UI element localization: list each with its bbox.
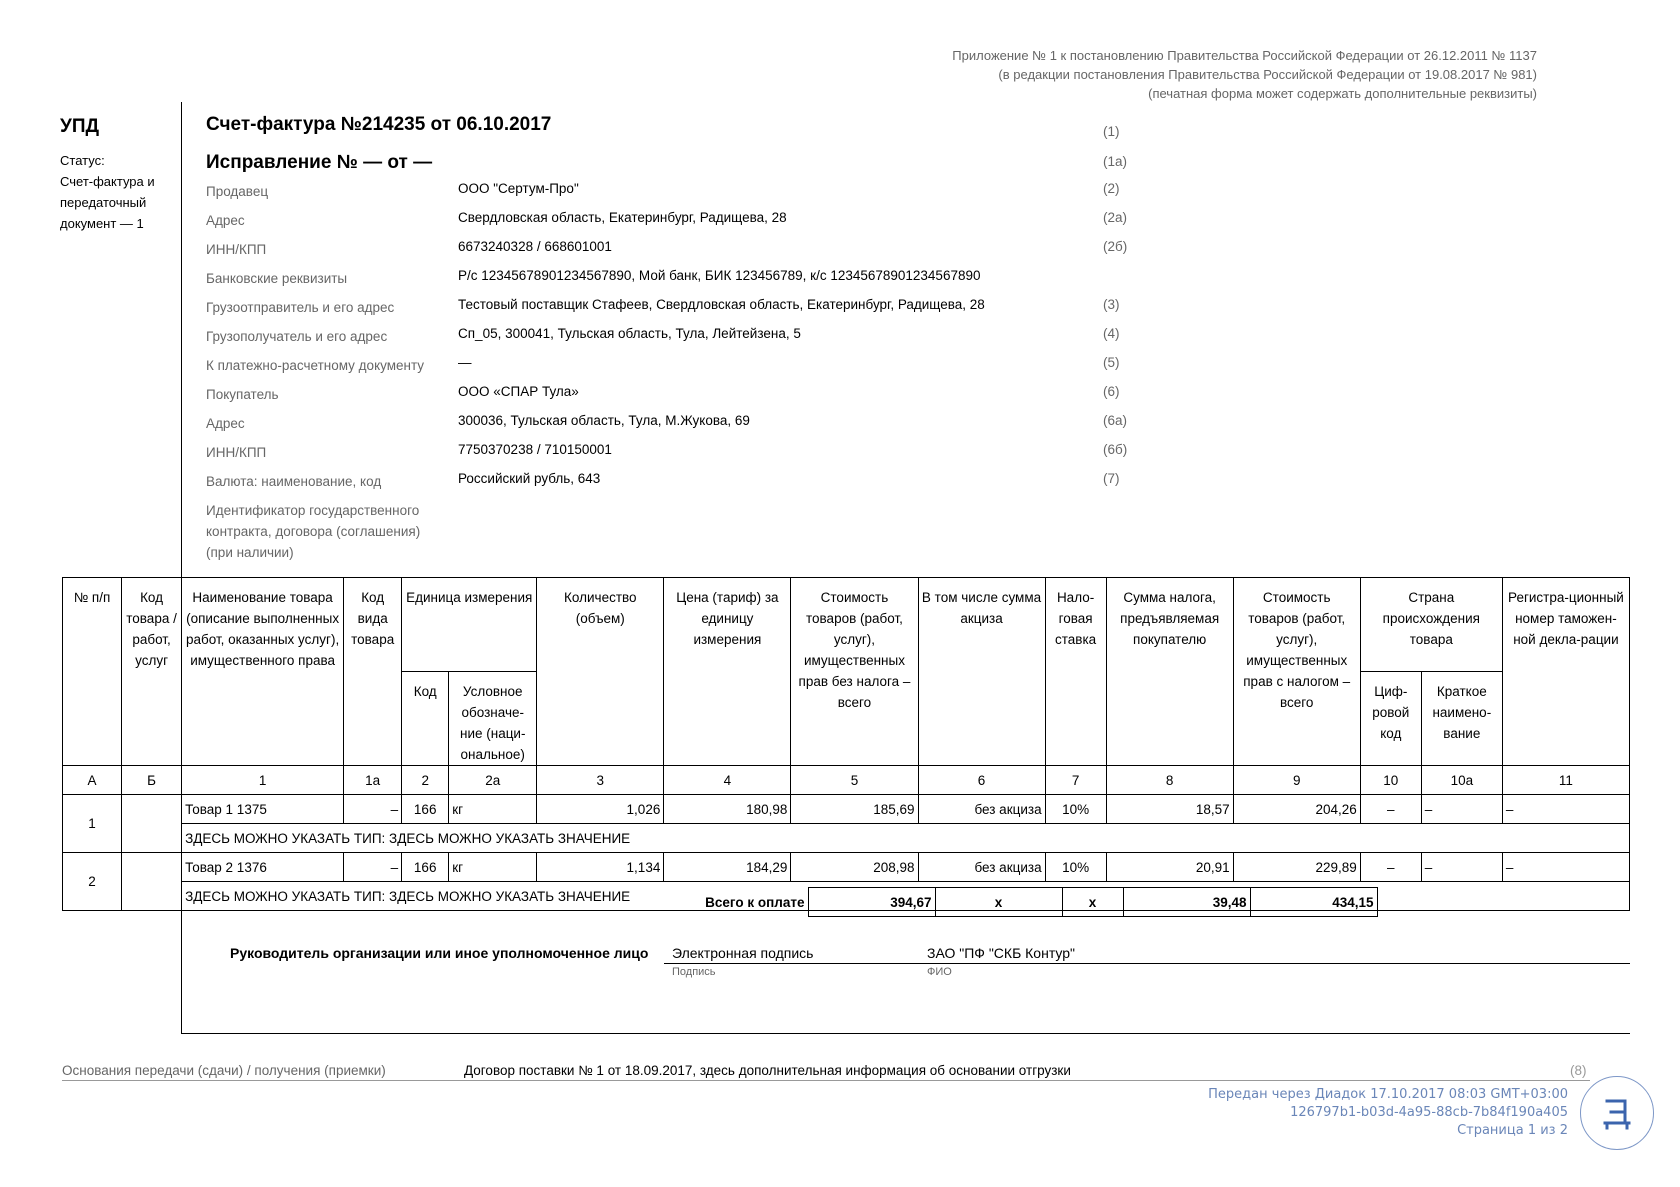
col-number: 2а <box>449 766 537 795</box>
col-number: 7 <box>1045 766 1106 795</box>
field-label-buyer: Покупатель <box>206 387 279 402</box>
th-decl: Регистра-ционный номер таможен-ной декла-рации <box>1502 578 1629 766</box>
field-code-shipper: (3) <box>1103 297 1120 312</box>
field-label-bank: Банковские реквизиты <box>206 271 348 286</box>
cell-cost: 208,98 <box>791 853 918 882</box>
column-numbers-row <box>63 766 1630 795</box>
cell-rate: 10% <box>1045 795 1106 824</box>
col-number: 4 <box>664 766 791 795</box>
cell-kind: – <box>344 795 402 824</box>
totals-cost: 394,67 <box>808 888 935 917</box>
field-label-seller: Продавец <box>206 184 269 199</box>
status-line1: Счет-фактура и <box>60 174 155 189</box>
signer-name-sub-label: ФИО <box>927 966 952 978</box>
field-value-buyer-address: 300036, Тульская область, Тула, М.Жукова, 69 <box>458 413 750 428</box>
cell-name: Товар 2 1376 <box>182 853 344 882</box>
col-number: 8 <box>1106 766 1233 795</box>
cell-num: 2 <box>63 853 122 911</box>
cell-excise: без акциза <box>918 853 1045 882</box>
th-country: Страна происхождения товара <box>1360 578 1502 672</box>
cell-note: ЗДЕСЬ МОЖНО УКАЗАТЬ ТИП: ЗДЕСЬ МОЖНО УКАЗАТЬ ЗНАЧЕНИЕ <box>182 882 1630 911</box>
cell-price: 180,98 <box>664 795 791 824</box>
form-reference <box>952 46 1537 103</box>
field-label-seller-address: Адрес <box>206 213 245 228</box>
cell-country-name: – <box>1421 853 1502 882</box>
section-bottom-line <box>181 1033 1630 1034</box>
totals-label: Всего к оплате <box>705 894 805 910</box>
th-kind: Код вида товара <box>344 578 402 766</box>
form-reference-line2: (в редакции постановления Правительства Российской Федерации от 19.08.2017 № 981) <box>998 67 1537 82</box>
field-value-seller-address: Свердловская область, Екатеринбург, Радищева, 28 <box>458 210 787 225</box>
cell-price: 184,29 <box>664 853 791 882</box>
th-name: Наименование товара (описание выполненных работ, оказанных услуг), имущественного права <box>182 578 344 766</box>
doc-status <box>60 150 170 234</box>
field-value-currency: Российский рубль, 643 <box>458 471 601 486</box>
field-label-seller-inn: ИНН/КПП <box>206 242 267 257</box>
cell-excise: без акциза <box>918 795 1045 824</box>
th-total: Стоимость товаров (работ, услуг), имущественных прав с налогом – всего <box>1233 578 1360 766</box>
cell-decl: – <box>1502 795 1629 824</box>
th-tax: Сумма налога, предъявляемая покупателю <box>1106 578 1233 766</box>
transfer-footer <box>1208 1086 1568 1140</box>
cell-code <box>122 795 182 853</box>
col-number: 10 <box>1360 766 1421 795</box>
field-code-buyer: (6) <box>1103 384 1120 399</box>
cell-cost: 185,69 <box>791 795 918 824</box>
th-rate: Нало-говая ставка <box>1045 578 1106 766</box>
th-num: № п/п <box>63 578 122 766</box>
gov-contract-line3: (при наличии) <box>206 545 294 560</box>
field-label-consignee: Грузополучатель и его адрес <box>206 329 388 344</box>
cell-country-code: – <box>1360 795 1421 824</box>
col-number: Б <box>122 766 182 795</box>
col-number: 2 <box>402 766 449 795</box>
field-value-buyer: ООО «СПАР Тула» <box>458 384 579 399</box>
totals-row <box>62 887 1378 917</box>
th-country-code: Циф-ровой код <box>1360 672 1421 766</box>
field-label-currency: Валюта: наименование, код <box>206 474 382 489</box>
basis-label: Основания передачи (сдачи) / получения (приемки) <box>62 1063 386 1078</box>
field-value-shipper: Тестовый поставщик Стафеев, Свердловская область, Екатеринбург, Радищева, 28 <box>458 297 985 312</box>
gov-contract-line2: контракта, договора (соглашения) <box>206 524 421 539</box>
col-number: 3 <box>537 766 664 795</box>
totals-excise: х <box>935 888 1062 917</box>
cell-name: Товар 1 1375 <box>182 795 344 824</box>
cell-unit-name: кг <box>449 853 537 882</box>
signature-label: Руководитель организации или иное уполномоченное лицо <box>230 945 649 961</box>
footer-transfer-info: Передан через Диадок 17.10.2017 08:03 GMT+03:00 <box>1208 1087 1568 1102</box>
cell-qty: 1,026 <box>537 795 664 824</box>
footer-page-number: Страница 1 из 2 <box>1457 1123 1568 1138</box>
col-number: 1 <box>182 766 344 795</box>
field-code-currency: (7) <box>1103 471 1120 486</box>
cell-note: ЗДЕСЬ МОЖНО УКАЗАТЬ ТИП: ЗДЕСЬ МОЖНО УКАЗАТЬ ЗНАЧЕНИЕ <box>182 824 1630 853</box>
doc-type: УПД <box>60 116 100 137</box>
th-unit-code: Код <box>402 672 449 766</box>
cell-country-name: – <box>1421 795 1502 824</box>
signature-value: Электронная подпись <box>672 945 814 961</box>
field-code-seller-inn: (2б) <box>1103 239 1128 254</box>
field-label-gov-contract <box>206 500 456 563</box>
correction-title: Исправление № — от — <box>206 152 433 173</box>
form-reference-line3: (печатная форма может содержать дополнительные реквизиты) <box>1148 86 1537 101</box>
totals-tax: 39,48 <box>1123 888 1250 917</box>
cell-tax: 20,91 <box>1106 853 1233 882</box>
correction-code: (1а) <box>1103 154 1128 169</box>
cell-kind: – <box>344 853 402 882</box>
field-value-payment-doc: — <box>458 355 472 370</box>
field-code-seller-address: (2а) <box>1103 210 1128 225</box>
cell-total: 204,26 <box>1233 795 1360 824</box>
goods-table <box>62 577 1630 911</box>
footer-document-id: 126797b1-b03d-4a95-88cb-7b84f190a405 <box>1290 1105 1568 1120</box>
col-number: 1а <box>344 766 402 795</box>
totals-total: 434,15 <box>1250 888 1377 917</box>
field-code-seller: (2) <box>1103 181 1120 196</box>
field-code-buyer-inn: (6б) <box>1103 442 1128 457</box>
cell-unit-name: кг <box>449 795 537 824</box>
table-row-note <box>63 824 1630 853</box>
col-number: 11 <box>1502 766 1629 795</box>
signature-sub-label: Подпись <box>672 966 716 978</box>
status-line2: передаточный <box>60 195 147 210</box>
form-reference-line1: Приложение № 1 к постановлению Правительства Российской Федерации от 26.12.2011 № 1137 <box>952 48 1537 63</box>
field-label-payment-doc: К платежно-расчетному документу <box>206 358 425 373</box>
col-number: 9 <box>1233 766 1360 795</box>
gov-contract-line1: Идентификатор государственного <box>206 503 420 518</box>
field-value-seller-inn: 6673240328 / 668601001 <box>458 239 612 254</box>
cell-num: 1 <box>63 795 122 853</box>
col-number: 5 <box>791 766 918 795</box>
th-excise: В том числе сумма акциза <box>918 578 1045 766</box>
diadoc-logo-icon <box>1580 1076 1654 1150</box>
field-value-seller: ООО "Сертум-Про" <box>458 181 579 196</box>
basis-value: Договор поставки № 1 от 18.09.2017, здесь дополнительная информация об основании отгрузки <box>464 1063 1071 1078</box>
cell-total: 229,89 <box>1233 853 1360 882</box>
table-row <box>63 795 1630 824</box>
basis-code: (8) <box>1570 1063 1587 1078</box>
status-line3: документ — 1 <box>60 216 144 231</box>
field-code-buyer-address: (6а) <box>1103 413 1128 428</box>
th-code: Код товара / работ, услуг <box>122 578 182 766</box>
th-country-name: Краткое наимено-вание <box>1421 672 1502 766</box>
cell-decl: – <box>1502 853 1629 882</box>
th-unit-name: Условное обозначе-ние (наци-ональное) <box>449 672 537 766</box>
th-qty: Количество (объем) <box>537 578 664 766</box>
field-value-bank: Р/с 12345678901234567890, Мой банк, БИК 123456789, к/с 12345678901234567890 <box>458 268 981 283</box>
col-number: А <box>63 766 122 795</box>
cell-tax: 18,57 <box>1106 795 1233 824</box>
table-row <box>63 853 1630 882</box>
field-label-buyer-inn: ИНН/КПП <box>206 445 267 460</box>
field-code-consignee: (4) <box>1103 326 1120 341</box>
cell-country-code: – <box>1360 853 1421 882</box>
th-cost: Стоимость товаров (работ, услуг), имущественных прав без налога – всего <box>791 578 918 766</box>
cell-rate: 10% <box>1045 853 1106 882</box>
col-number: 6 <box>918 766 1045 795</box>
status-label: Статус: <box>60 153 105 168</box>
cell-unit-code: 166 <box>402 795 449 824</box>
field-code-payment-doc: (5) <box>1103 355 1120 370</box>
invoice-title-code: (1) <box>1103 124 1120 139</box>
cell-unit-code: 166 <box>402 853 449 882</box>
signature-line <box>664 963 1630 964</box>
invoice-title: Счет-фактура №214235 от 06.10.2017 <box>206 114 552 135</box>
cell-qty: 1,134 <box>537 853 664 882</box>
field-value-buyer-inn: 7750370238 / 710150001 <box>458 442 612 457</box>
field-value-consignee: Сп_05, 300041, Тульская область, Тула, Лейтейзена, 5 <box>458 326 801 341</box>
col-number: 10а <box>1421 766 1502 795</box>
field-label-buyer-address: Адрес <box>206 416 245 431</box>
totals-rate: х <box>1062 888 1123 917</box>
field-label-shipper: Грузоотправитель и его адрес <box>206 300 395 315</box>
basis-underline <box>62 1080 1590 1081</box>
signer-name: ЗАО "ПФ "СКБ Контур" <box>927 945 1075 961</box>
th-price: Цена (тариф) за единицу измерения <box>664 578 791 766</box>
th-unit: Единица измерения <box>402 578 537 672</box>
